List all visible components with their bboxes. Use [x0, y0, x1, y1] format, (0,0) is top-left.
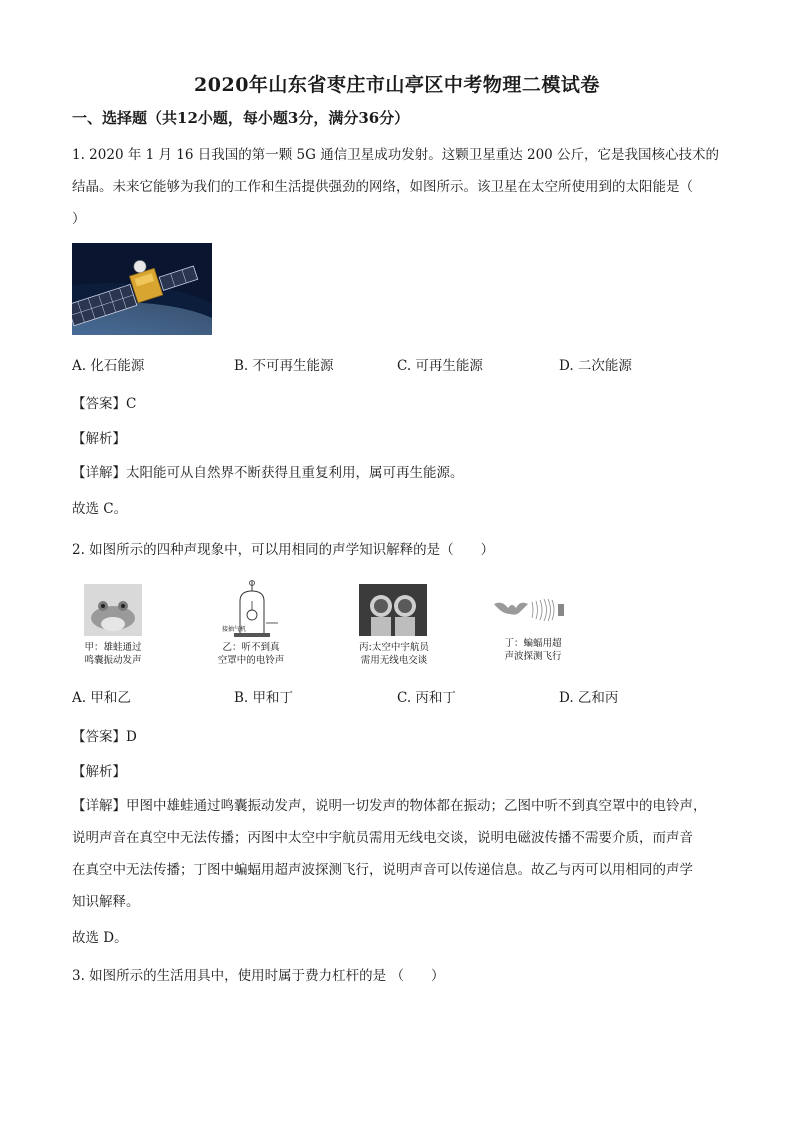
q2-answer: 【答案】D [72, 729, 137, 745]
q1-option-b[interactable]: B. 不可再生能源 [234, 358, 334, 374]
q2-detail-line3: 在真空中无法传播；丁图中蝙蝠用超声波探测飞行，说明声音可以传递信息。故乙与丙可以用相同的声学 [72, 862, 693, 878]
q2-option-d[interactable]: D. 乙和丙 [559, 690, 619, 706]
q2-analysis-label: 【解析】 [72, 764, 126, 780]
q3-stem: 3. 如图所示的生活用具中，使用时属于费力杠杆的是 （ ） [72, 968, 445, 984]
caption-jia-line2: 鸣囊振动发声 [84, 655, 142, 666]
q1-stem-line2: 结晶。未来它能够为我们的工作和生活提供强劲的网络，如图所示。该卫星在太空所使用到的太阳能是（ [72, 179, 693, 195]
caption-jia-line1: 甲：雄蛙通过 [84, 642, 142, 653]
frog-image [84, 584, 142, 636]
pump-label: 接抽气机 [222, 626, 247, 633]
caption-bing-line1: 丙:太空中宇航员 [359, 642, 429, 653]
q2-detail-line2: 说明声音在真空中无法传播；丙图中太空中宇航员需用无线电交谈，说明电磁波传播不需要介质，而声音 [72, 830, 693, 846]
q1-option-a[interactable]: A. 化石能源 [72, 358, 145, 374]
caption-yi-line2: 空罩中的电铃声 [217, 655, 285, 666]
q2-option-c[interactable]: C. 丙和丁 [397, 690, 456, 706]
q2-conclusion: 故选 D。 [72, 930, 128, 946]
q1-options [72, 354, 722, 378]
q1-conclusion: 故选 C。 [72, 501, 128, 517]
q2-option-b[interactable]: B. 甲和丁 [234, 690, 294, 706]
q1-answer: 【答案】C [72, 396, 137, 412]
q2-detail-line1: 【详解】甲图中雄蛙通过鸣囊振动发声，说明一切发声的物体都在振动；乙图中听不到真空罩中的电铃声， [72, 798, 707, 814]
q1-analysis-label: 【解析】 [72, 431, 126, 447]
q2-stem: 2. 如图所示的四种声现象中，可以用相同的声学知识解释的是（ ） [72, 542, 495, 558]
caption-bing [348, 641, 440, 667]
q2-options [72, 686, 722, 710]
q1-detail: 【详解】太阳能可从自然界不断获得且重复利用，属可再生能源。 [72, 465, 464, 481]
q2-detail-line4: 知识解释。 [72, 894, 140, 910]
caption-ding-line2: 声波探测飞行 [504, 651, 562, 662]
astronauts-image [359, 584, 427, 636]
bat-image [490, 590, 568, 630]
caption-bing-line2: 需用无线电交谈 [360, 655, 428, 666]
q2-option-a[interactable]: A. 甲和乙 [72, 690, 131, 706]
page-title: 2020年山东省枣庄市山亭区中考物理二模试卷 [194, 74, 600, 96]
caption-yi-line1: 乙：听不到真 [222, 642, 280, 653]
caption-ding [490, 637, 576, 663]
satellite-image [72, 243, 212, 335]
q1-stem-line3: ） [72, 211, 86, 227]
q1-option-d[interactable]: D. 二次能源 [559, 358, 632, 374]
caption-yi [208, 641, 294, 667]
caption-jia [72, 641, 154, 667]
q1-stem-line1: 1. 2020 年 1 月 16 日我国的第一颗 5G 通信卫星成功发射。这颗卫星重达 200 公斤，它是我国核心技术的 [72, 147, 720, 163]
caption-ding-line1: 丁：蝙蝠用超 [504, 638, 562, 649]
section-heading: 一、选择题（共12小题，每小题3分，满分36分） [72, 109, 410, 127]
q1-option-c[interactable]: C. 可再生能源 [397, 358, 483, 374]
